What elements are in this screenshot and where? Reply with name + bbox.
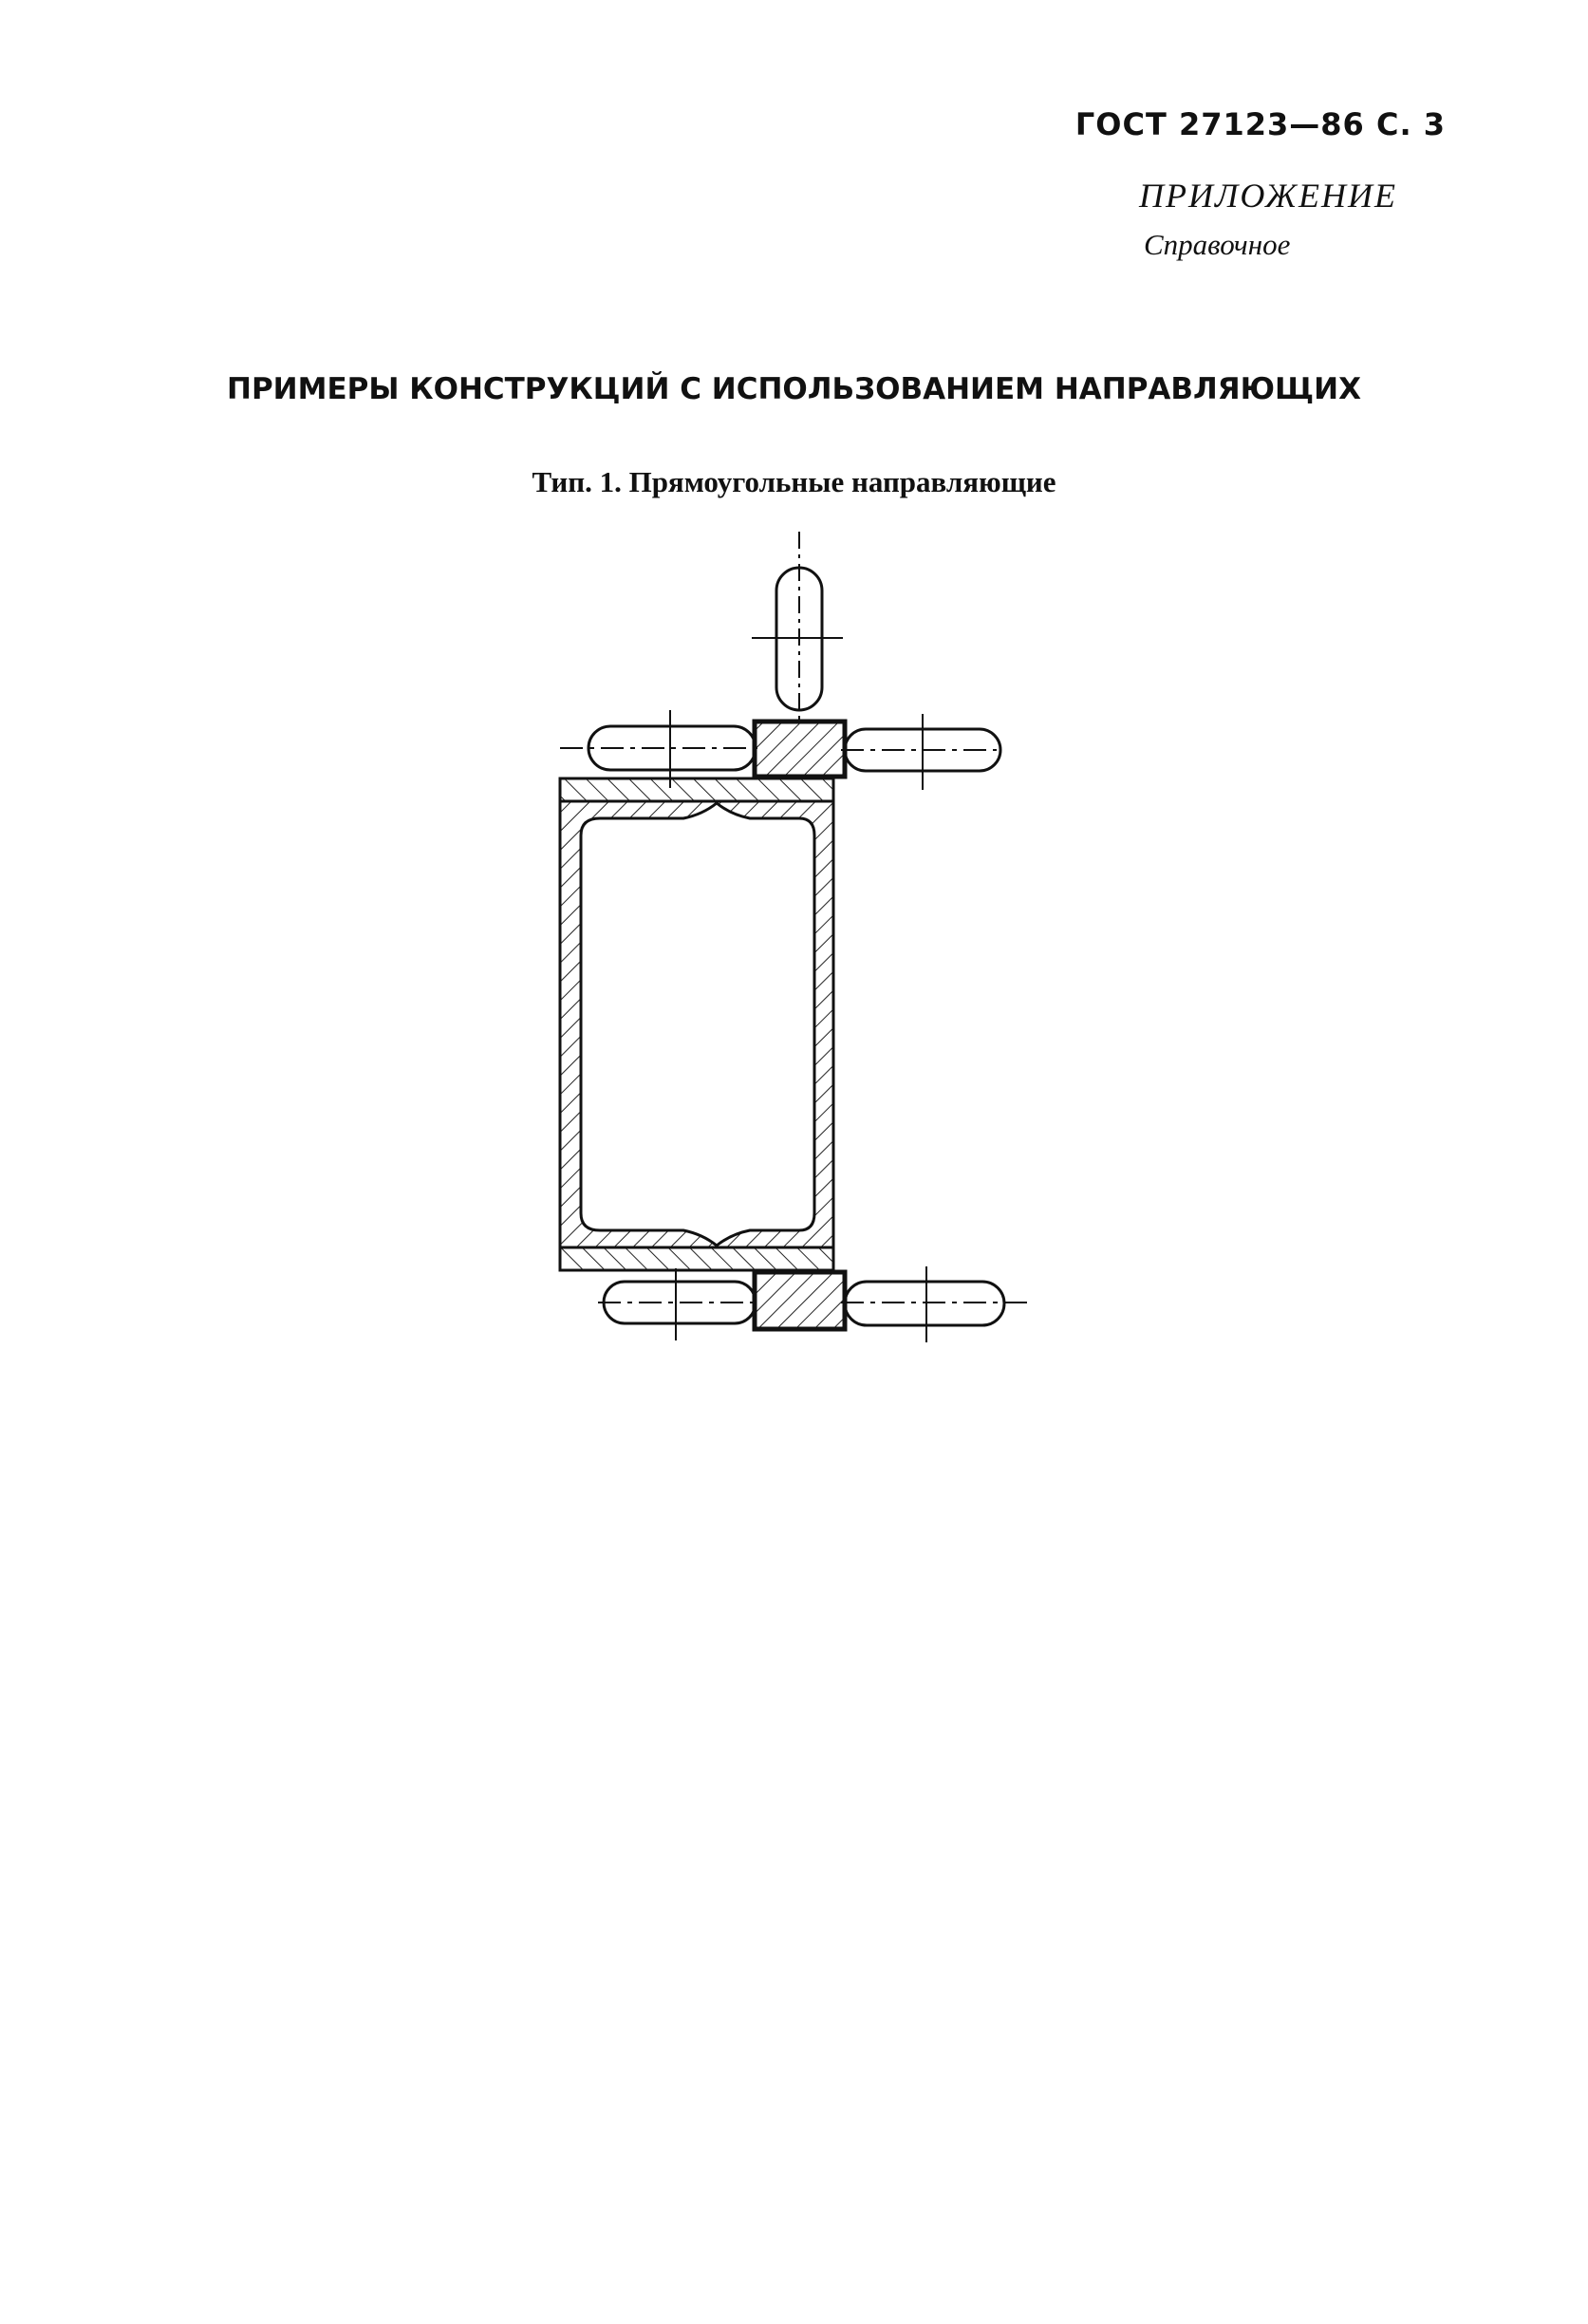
- channel-frame: [560, 778, 833, 1270]
- roller-upper-left: [560, 710, 759, 788]
- appendix-type: Справочное: [1144, 228, 1291, 261]
- figure-caption: Тип. 1. Прямоугольные направляющие: [532, 465, 1056, 498]
- page-header-doc-ref: ГОСТ 27123—86 С. 3: [1074, 106, 1446, 142]
- roller-top: [752, 532, 843, 722]
- section-title: ПРИМЕРЫ КОНСТРУКЦИЙ С ИСПОЛЬЗОВАНИЕМ НАПРАВЛЯЮЩИХ: [227, 372, 1361, 406]
- roller-lower-left: [598, 1268, 759, 1340]
- appendix-label: ПРИЛОЖЕНИЕ: [1139, 177, 1397, 215]
- roller-upper-right: [841, 714, 1000, 790]
- guide-block-upper: [755, 722, 845, 777]
- roller-lower-right: [841, 1266, 1033, 1342]
- guide-block-lower: [755, 1272, 845, 1329]
